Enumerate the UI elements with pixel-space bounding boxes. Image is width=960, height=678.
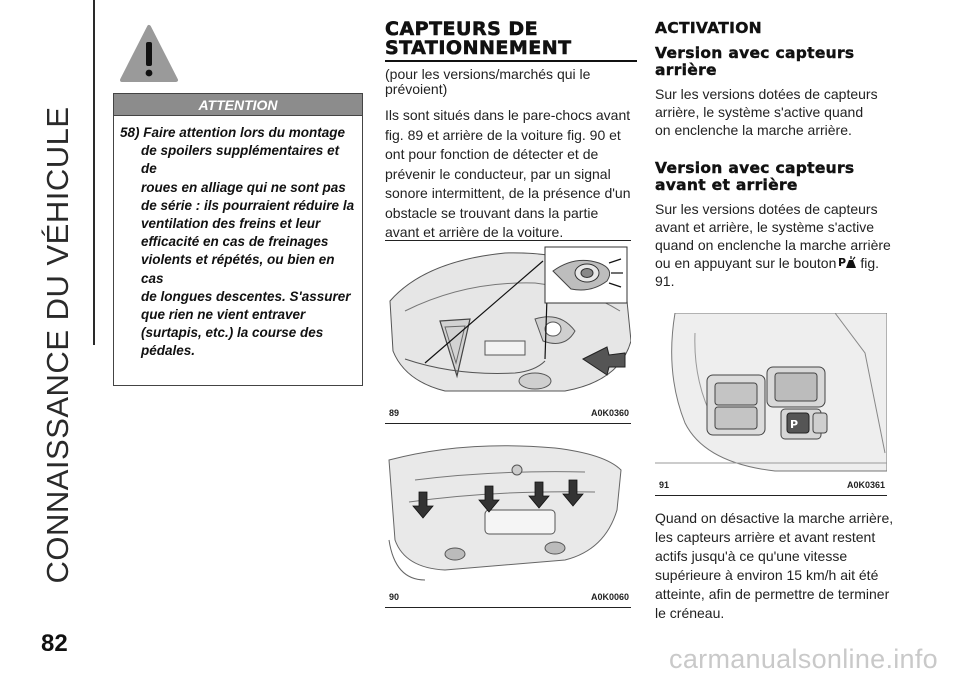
front-rear-body: Sur les versions dotées de capteurs avant et arrière, le système s'active quand on enclenche la marche arrière ou en appuyant sur le bouton P fig. 91. xyxy=(655,201,891,289)
rear-version-body: Sur les versions dotées de capteurs arrière, le système s'active quand on enclenche la marche arrière. xyxy=(655,86,878,138)
svg-text:P: P xyxy=(790,418,799,431)
activation-section xyxy=(655,20,895,290)
rear-version-title-line2: arrière xyxy=(655,61,717,79)
warning-line: que rien ne vient entraver xyxy=(141,307,306,323)
figure-caption xyxy=(385,590,631,602)
rear-version-title-line1: Version avec capteurs xyxy=(655,44,855,62)
rear-bumper-illustration xyxy=(385,430,631,585)
section-title-line1: CAPTEURS DE xyxy=(385,18,539,40)
front-rear-title-line2: avant et arrière xyxy=(655,176,798,194)
figure-number: 91 xyxy=(659,480,670,490)
svg-text:P: P xyxy=(838,256,847,269)
front-bumper-illustration xyxy=(385,241,631,401)
warning-line: efficacité en cas de freinages xyxy=(141,234,329,250)
warning-line: de spoilers supplémentaires et de xyxy=(141,143,340,177)
warning-box xyxy=(113,93,363,386)
warning-triangle-icon xyxy=(118,22,180,86)
sidebar-rule xyxy=(93,0,95,345)
figure-caption xyxy=(655,478,887,490)
warning-text xyxy=(114,116,362,361)
activation-title: ACTIVATION xyxy=(655,19,762,37)
figure-number: 90 xyxy=(389,592,400,602)
figure-number: 89 xyxy=(389,408,400,418)
front-rear-title-line1: Version avec capteurs xyxy=(655,159,855,177)
warning-line: violents et répétés, ou bien en cas xyxy=(141,252,335,286)
rear-version-block xyxy=(655,45,895,139)
section-body: Ils sont situés dans le pare-chocs avant fig. 89 et arrière de la voiture fig. 90 et ont pour fonction de détecter et de prévenir le conducteur, par un signal sonore intermittent, de la présence d'un obstacle se trouvant dans la partie avant et arrière de la voiture. xyxy=(385,107,631,240)
warning-line: de longues descentes. S'assurer xyxy=(141,288,351,304)
figure-code: A0K0360 xyxy=(590,408,629,418)
figure-code: A0K0361 xyxy=(846,480,885,490)
warning-block xyxy=(113,22,363,386)
parking-button-illustration xyxy=(655,313,887,473)
warning-item-number: 58) xyxy=(120,125,140,140)
warning-header: ATTENTION xyxy=(114,94,362,116)
figure-caption xyxy=(385,406,631,418)
warning-line: pédales. xyxy=(141,343,196,359)
watermark: carmanualsonline.info xyxy=(669,644,938,674)
figure-90 xyxy=(385,430,631,608)
warning-line: ventilation des freins et leur xyxy=(141,216,321,232)
figure-91 xyxy=(655,313,887,496)
page-number: 82 xyxy=(41,630,68,657)
figure-code: A0K0060 xyxy=(590,592,629,602)
section-title-line2: STATIONNEMENT xyxy=(385,37,572,59)
warning-line: roues en alliage qui ne sont pas xyxy=(141,179,346,195)
section-subnote: (pour les versions/marchés qui le prévoient) xyxy=(385,66,591,97)
chapter-title: CONNAISSANCE DU VÉHICULE xyxy=(40,106,75,584)
warning-line: 58) Faire attention lors du montage xyxy=(120,125,346,140)
parking-sensors-section xyxy=(385,20,637,243)
deactivation-body: Quand on désactive la marche arrière, les capteurs arrière et avant restent actifs jusqu'à ce qu'une vitesse supérieure à environ 15 km/h ait été atteinte, afin de permettre de terminer le créneau. xyxy=(655,510,894,621)
section-title-rule xyxy=(385,60,637,62)
front-rear-version-block xyxy=(655,160,895,290)
parking-sensor-button-icon xyxy=(838,255,858,270)
warning-line: de série : ils pourraient réduire la xyxy=(141,197,355,213)
figure-89 xyxy=(385,240,631,424)
warning-line: (surtapis, etc.) la course des xyxy=(141,325,324,341)
